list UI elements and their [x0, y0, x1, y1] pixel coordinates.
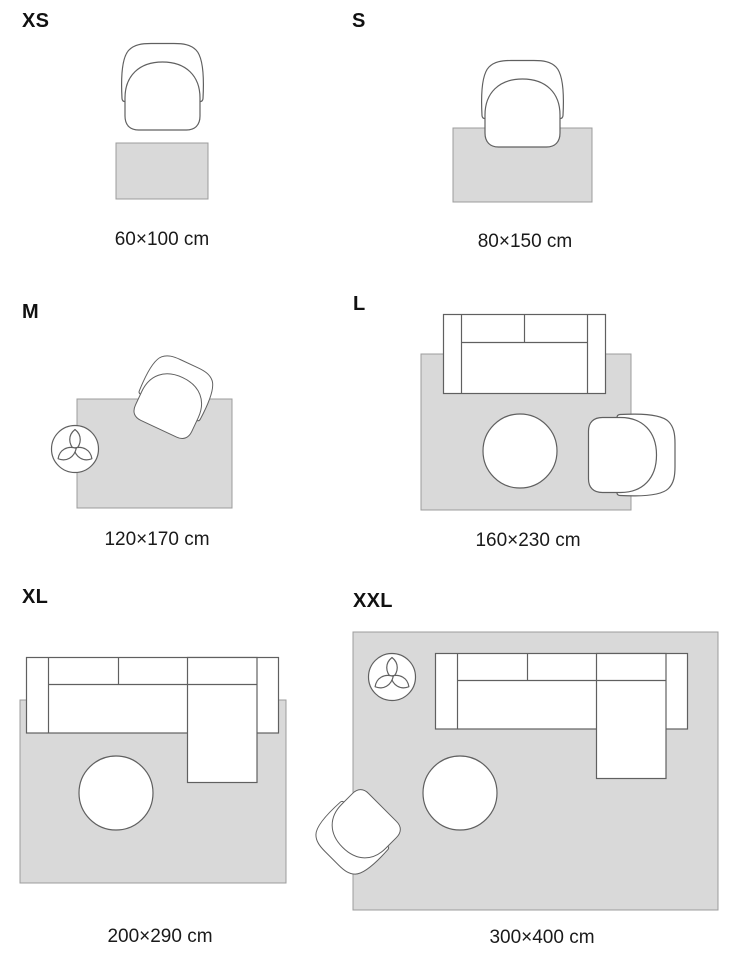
- round-table-icon: [79, 756, 153, 830]
- round-table-icon: [423, 756, 497, 830]
- dimension-label-xxl: 300×400 cm: [489, 927, 595, 948]
- scene-s: [453, 61, 592, 203]
- scene-l: [421, 315, 675, 511]
- dimension-label-xs: 60×100 cm: [114, 229, 210, 250]
- plant-icon: [52, 426, 99, 473]
- size-label-s: S: [352, 10, 366, 32]
- size-label-xs: XS: [22, 10, 50, 32]
- plant-icon: [369, 654, 416, 701]
- scene-xl: [20, 658, 286, 884]
- dimension-label-m: 120×170 cm: [104, 529, 210, 550]
- dimension-label-l: 160×230 cm: [475, 530, 581, 551]
- dimension-label-xl: 200×290 cm: [107, 926, 213, 947]
- scene-xs: [116, 44, 208, 200]
- armchair-icon: [482, 61, 564, 148]
- size-label-m: M: [22, 301, 39, 323]
- size-label-xxl: XXL: [353, 590, 393, 612]
- rug-xs-icon: [116, 143, 208, 199]
- scene-xxl: [308, 632, 718, 910]
- scene-m: [52, 349, 233, 508]
- dimension-label-s: 80×150 cm: [477, 231, 573, 252]
- sofa-icon: [444, 315, 606, 394]
- size-label-xl: XL: [22, 586, 49, 608]
- round-table-icon: [483, 414, 557, 488]
- armchair-icon: [589, 414, 676, 496]
- size-label-l: L: [353, 293, 366, 315]
- armchair-icon: [122, 44, 204, 131]
